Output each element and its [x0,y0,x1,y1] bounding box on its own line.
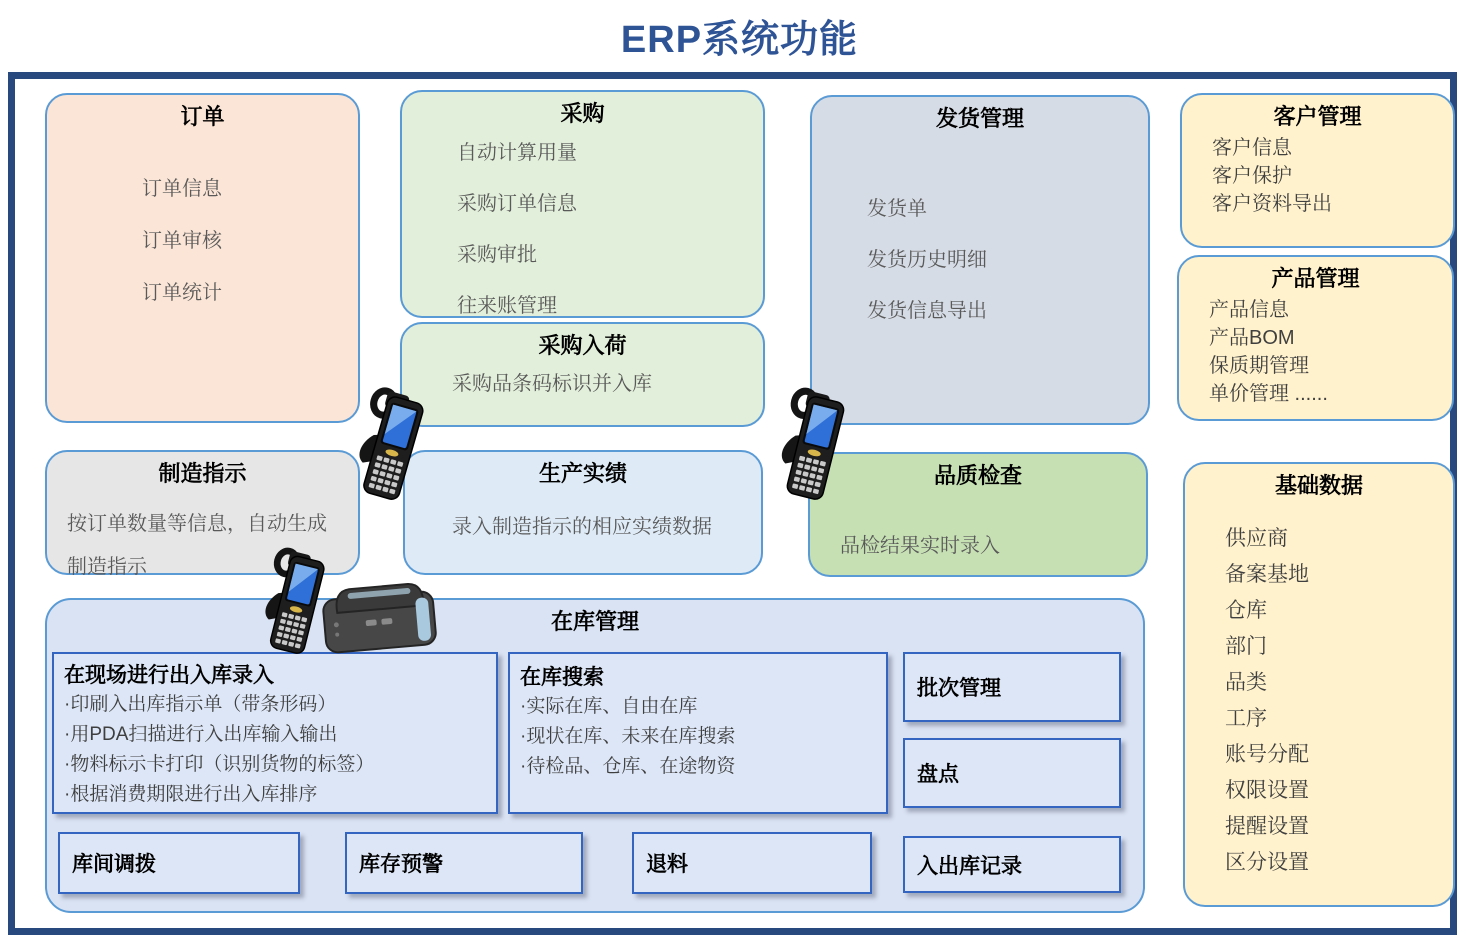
box-customer [1180,93,1455,248]
box-order [45,93,360,423]
box-purchase-title: 采购 [560,101,605,126]
box-production-title: 生产实绩 [538,461,627,486]
onsite-entry-item: ·根据消费期限进行出入库排序 [64,784,318,805]
product-item: 产品信息 [1209,299,1289,321]
basic-data-item: 仓库 [1225,599,1267,622]
box-inventory-title: 在库管理 [550,609,639,634]
order-item: 订单信息 [142,178,222,200]
box-basic-data [1183,462,1455,907]
product-item: 保质期管理 [1209,355,1309,377]
box-customer-title: 客户管理 [1273,104,1362,129]
box-product-title: 产品管理 [1271,266,1360,291]
shipping-item: 发货信息导出 [867,300,987,322]
stock-search-item: ·现状在库、未来在库搜索 [520,726,736,747]
box-shipping [810,95,1150,425]
basic-data-item: 备案基地 [1225,563,1309,586]
batch-management-box [903,652,1121,722]
batch-management-label: 批次管理 [917,677,1001,700]
box-basic-data-title: 基础数据 [1274,473,1363,498]
stock-search-item: ·待检品、仓库、在途物资 [520,756,736,777]
product-item: 产品BOM [1209,327,1295,349]
onsite-entry-item: ·用PDA扫描进行入出库输入输出 [64,724,338,745]
material-return-box [632,832,872,894]
purchase-arrival-item: 采购品条码标识并入库 [452,373,652,395]
basic-data-item: 权限设置 [1225,779,1309,802]
basic-data-item: 部门 [1225,635,1267,658]
stock-search-box [508,652,888,814]
box-quality-title: 品质检查 [933,463,1022,488]
page-title: ERP系统功能 [620,19,859,61]
shipping-item: 发货单 [867,198,927,220]
box-order-title: 订单 [180,104,225,129]
customer-item: 客户保护 [1212,165,1292,187]
stock-search-item: ·实际在库、自由在库 [520,696,698,717]
stock-search-title: 在库搜索 [520,666,604,689]
warehouse-transfer-box [58,832,300,894]
in-out-record-box [903,836,1121,893]
basic-data-item: 工序 [1225,707,1267,730]
box-manufacturing-title: 制造指示 [158,461,247,486]
customer-item: 客户资料导出 [1212,193,1332,215]
purchase-item: 往来账管理 [457,295,557,317]
box-purchase [400,90,765,318]
in-out-record-label: 入出库记录 [917,854,1022,878]
order-item: 订单统计 [142,282,222,304]
onsite-entry-item: ·印刷入出库指示单（带条形码） [64,694,337,715]
basic-data-item: 供应商 [1225,527,1288,550]
basic-data-item: 账号分配 [1225,743,1309,766]
mobile-printer-image [319,575,443,657]
stocktaking-label: 盘点 [917,763,959,786]
manufacturing-text: 按订单数量等信息，自动生成制造指示 [67,513,327,578]
onsite-entry-item: ·物料标示卡打印（识别货物的标签） [64,754,375,775]
box-production [403,450,763,575]
box-product [1177,255,1454,421]
stock-warning-label: 库存预警 [359,853,443,876]
purchase-item: 采购审批 [457,244,537,266]
stocktaking-box [903,738,1121,808]
shipping-item: 发货历史明细 [867,249,987,271]
order-item: 订单审核 [142,230,222,252]
onsite-entry-title: 在现场进行出入库录入 [64,664,274,687]
box-shipping-title: 发货管理 [935,106,1024,131]
production-text: 录入制造指示的相应实绩数据 [452,516,712,538]
onsite-entry-box [52,652,498,814]
basic-data-item: 区分设置 [1225,851,1309,874]
warehouse-transfer-label: 库间调拨 [72,853,156,876]
material-return-label: 退料 [646,853,688,876]
product-item: 单价管理 ...... [1209,383,1328,405]
box-quality [808,452,1148,577]
quality-text: 品检结果实时录入 [840,535,1000,557]
basic-data-item: 品类 [1225,671,1267,694]
box-purchase-arrival-title: 采购入荷 [538,333,627,358]
purchase-item: 自动计算用量 [457,142,577,164]
customer-item: 客户信息 [1212,137,1292,159]
stock-warning-box [345,832,583,894]
purchase-item: 采购订单信息 [457,193,577,215]
box-purchase-arrival [400,322,765,427]
basic-data-item: 提醒设置 [1225,815,1309,838]
